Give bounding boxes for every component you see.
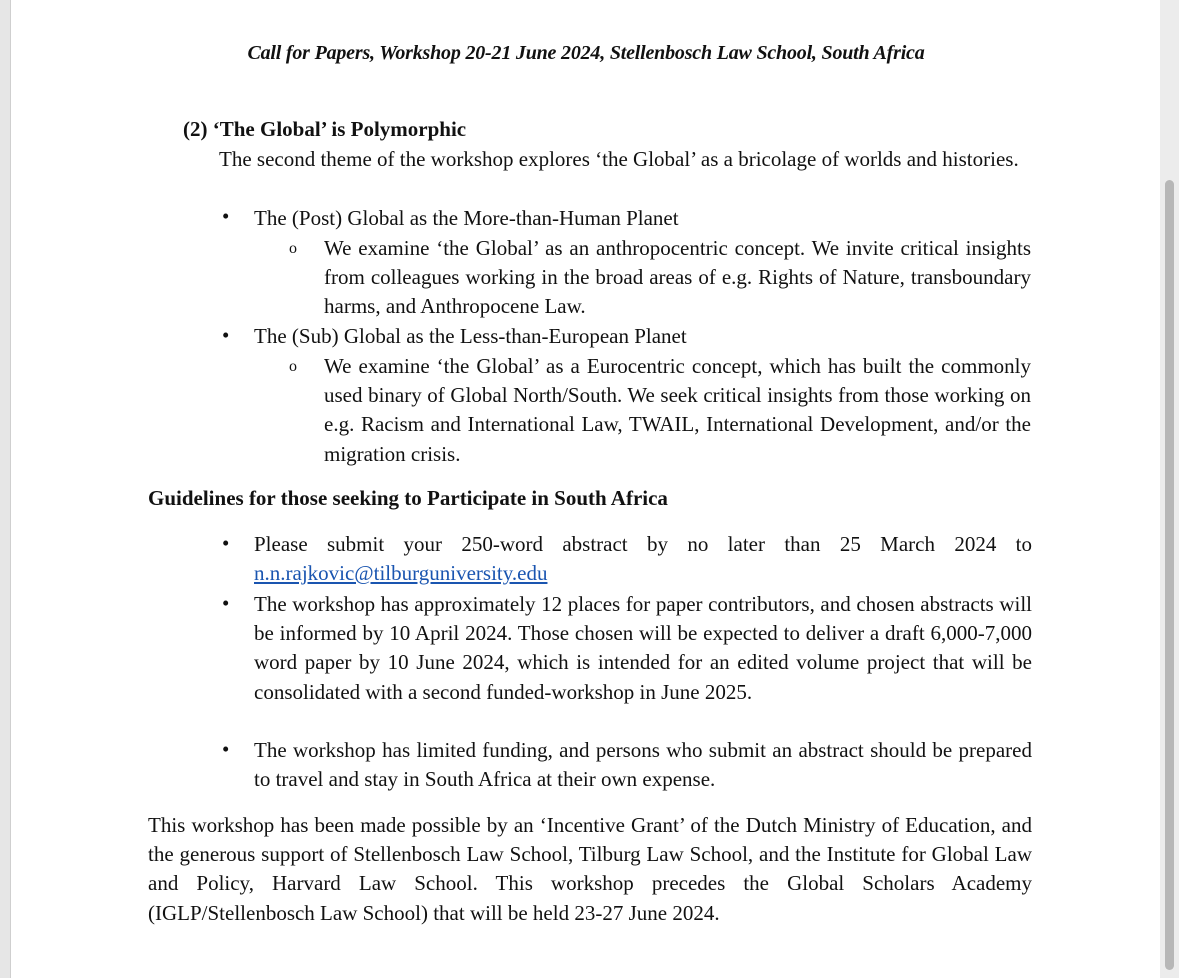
bullet-icon: • bbox=[222, 591, 230, 615]
bullet-icon: • bbox=[222, 323, 230, 347]
list-item: The (Sub) Global as the Less-than-European Planet bbox=[254, 324, 687, 348]
list-item: The workshop has approximately 12 places for paper contributors, and chosen abstracts will be informed by 10 April 2024. Those chosen will be expected to deliver a draft 6,000-7,000 word paper by 10 June 2024, which is intended for an edited volume project that will be consolidated with a second funded-workshop in June 2025. bbox=[254, 592, 1032, 704]
section-intro: The second theme of the workshop explores ‘the Global’ as a bricolage of worlds and histories. bbox=[219, 147, 1019, 171]
scrollbar-thumb[interactable] bbox=[1165, 180, 1174, 970]
circle-bullet-icon: o bbox=[289, 358, 297, 375]
scrollbar-track[interactable] bbox=[1160, 0, 1179, 978]
bullet-icon: • bbox=[222, 737, 230, 761]
page-header: Call for Papers, Workshop 20-21 June 2024, Stellenbosch Law School, South Africa bbox=[247, 42, 925, 64]
guidelines-heading: Guidelines for those seeking to Participate in South Africa bbox=[148, 486, 668, 510]
closing-paragraph: This workshop has been made possible by an ‘Incentive Grant’ of the Dutch Ministry of Education, and the generous support of Stellenbosch Law School, Tilburg Law School, and the Institute for Global Law and Policy, Harvard Law School. This workshop precedes the Global Scholars Academy (IGLP/Stellenbosch Law School) that will be held 23-27 June 2024. bbox=[148, 813, 1032, 925]
list-item: Please submit your 250-word abstract by no later than 25 March 2024 to bbox=[254, 532, 1032, 556]
sub-list-item: We examine ‘the Global’ as an anthropocentric concept. We invite critical insights from colleagues working in the broad areas of e.g. Rights of Nature, transboundary harms, and Anthropocene Law. bbox=[324, 236, 1031, 319]
sub-list-item: We examine ‘the Global’ as a Eurocentric concept, which has built the commonly used binary of Global North/South. We seek critical insights from those working on e.g. Racism and International Law, TWAIL, International Development, and/or the migration crisis. bbox=[324, 354, 1031, 466]
bullet-icon: • bbox=[222, 204, 230, 228]
list-item: The workshop has limited funding, and persons who submit an abstract should be prepared to travel and stay in South Africa at their own expense. bbox=[254, 738, 1032, 792]
section-heading: (2) ‘The Global’ is Polymorphic bbox=[183, 117, 467, 141]
bullet-icon: • bbox=[222, 531, 230, 555]
list-item: The (Post) Global as the More-than-Human Planet bbox=[254, 206, 679, 230]
circle-bullet-icon: o bbox=[289, 240, 297, 257]
email-link[interactable]: n.n.rajkovic@tilburguniversity.edu bbox=[254, 561, 548, 585]
